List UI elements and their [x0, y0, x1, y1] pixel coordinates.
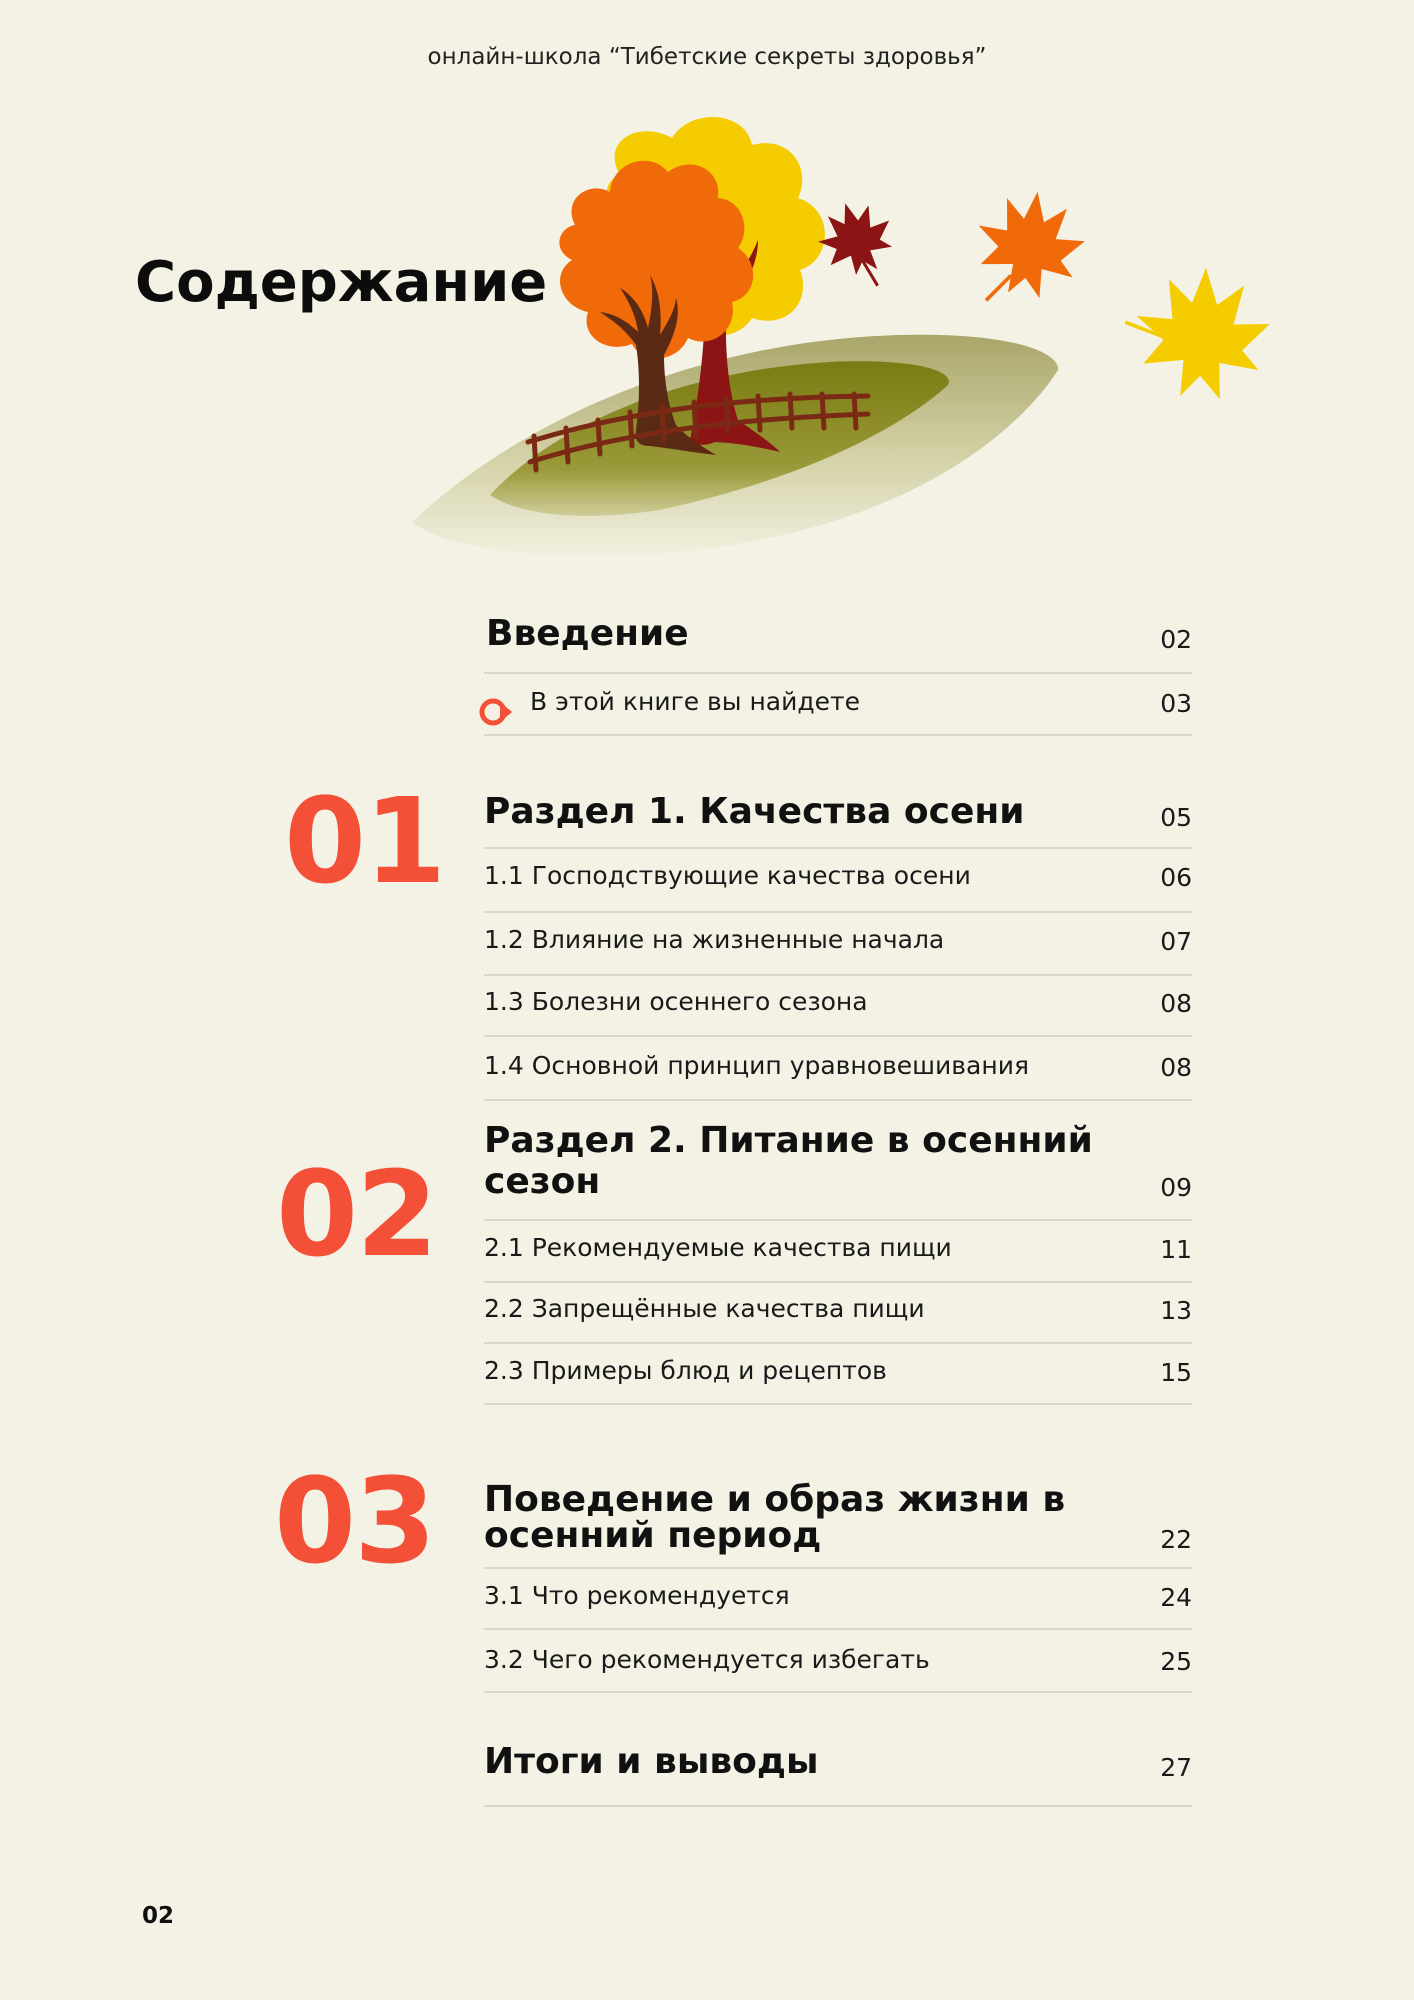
toc-item-label: 2.1 Рекомендуемые качества пищи	[484, 1233, 952, 1262]
maple-leaf-orange-icon	[966, 183, 1092, 316]
toc-intro-item[interactable]	[484, 682, 1192, 722]
toc-page-number: 08	[1160, 1053, 1192, 1082]
toc-heading-label	[484, 1479, 1066, 1556]
toc-heading-label: Раздел 2. Питание в осенний сезон	[484, 1120, 1093, 1202]
toc-heading-line-2: осенний период	[484, 1515, 822, 1556]
divider	[484, 847, 1192, 849]
toc-item-3-1[interactable]	[484, 1576, 1192, 1616]
toc-heading-label: Введение	[486, 613, 689, 654]
school-header: онлайн-школа “Тибетские секреты здоровья”	[427, 44, 987, 70]
divider	[484, 974, 1192, 976]
toc-page-number: 27	[1160, 1753, 1192, 1782]
divider	[484, 734, 1192, 736]
toc-page-number: 07	[1160, 927, 1192, 956]
divider	[484, 1691, 1192, 1693]
toc-heading-label: Итоги и выводы	[484, 1741, 819, 1782]
page-title: Содержание	[135, 250, 548, 315]
footer-page-number: 02	[142, 1903, 175, 1929]
toc-item-1-2[interactable]	[484, 920, 1192, 960]
toc-page-number: 11	[1160, 1235, 1192, 1264]
toc-item-2-2[interactable]	[484, 1289, 1192, 1329]
toc-item-3-2[interactable]	[484, 1640, 1192, 1680]
toc-item-1-1[interactable]	[484, 856, 1192, 896]
toc-heading-label: Раздел 1. Качества осени	[484, 791, 1025, 832]
divider	[484, 1281, 1192, 1283]
divider	[484, 1567, 1192, 1569]
toc-section-3-heading[interactable]	[484, 1476, 1192, 1558]
toc-item-label: В этой книге вы найдете	[530, 687, 860, 716]
toc-page-number: 06	[1160, 863, 1192, 892]
toc-page-number: 09	[1160, 1173, 1192, 1202]
hill-icon	[412, 335, 1058, 556]
toc-item-label: 2.3 Примеры блюд и рецептов	[484, 1356, 887, 1385]
toc-item-1-3[interactable]	[484, 982, 1192, 1022]
toc-page-number: 13	[1160, 1296, 1192, 1325]
toc-page-number: 15	[1160, 1358, 1192, 1387]
toc-page-number: 02	[1160, 625, 1192, 654]
toc-item-2-3[interactable]	[484, 1351, 1192, 1391]
divider	[484, 1403, 1192, 1405]
divider	[484, 1035, 1192, 1037]
toc-heading-line-1: Поведение и образ жизни в	[484, 1479, 1066, 1520]
divider	[484, 672, 1192, 674]
toc-page-number: 25	[1160, 1647, 1192, 1676]
maple-leaf-yellow-icon	[1119, 261, 1274, 403]
divider	[484, 1628, 1192, 1630]
toc-section-1-heading[interactable]	[484, 791, 1192, 836]
section-number-01: 01	[284, 772, 445, 910]
divider	[484, 1342, 1192, 1344]
toc-conclusion-heading[interactable]	[484, 1741, 1192, 1786]
toc-page-number: 24	[1160, 1583, 1192, 1612]
section-number-02: 02	[276, 1145, 437, 1283]
toc-page-number: 22	[1160, 1525, 1192, 1554]
toc-page-number: 08	[1160, 989, 1192, 1018]
divider	[484, 1099, 1192, 1101]
toc-section-2-heading[interactable]	[484, 1120, 1192, 1206]
toc-item-label: 3.1 Что рекомендуется	[484, 1581, 790, 1610]
toc-item-1-4[interactable]	[484, 1046, 1192, 1086]
toc-item-label: 1.3 Болезни осеннего сезона	[484, 987, 868, 1016]
maple-leaf-dark-red-icon	[810, 193, 904, 297]
section-number-03: 03	[274, 1452, 435, 1590]
toc-item-2-1[interactable]	[484, 1228, 1192, 1268]
toc-item-label: 3.2 Чего рекомендуется избегать	[484, 1645, 930, 1674]
toc-item-label: 1.4 Основной принцип уравновешивания	[484, 1051, 1029, 1080]
toc-item-label: 1.1 Господствующие качества осени	[484, 861, 971, 890]
divider	[484, 1805, 1192, 1807]
toc-page-number: 05	[1160, 803, 1192, 832]
toc-page-number: 03	[1160, 689, 1192, 718]
toc-item-label: 1.2 Влияние на жизненные начала	[484, 925, 945, 954]
divider	[484, 911, 1192, 913]
toc-intro-heading[interactable]	[484, 613, 1192, 658]
divider	[484, 1219, 1192, 1221]
toc-item-label: 2.2 Запрещённые качества пищи	[484, 1294, 925, 1323]
